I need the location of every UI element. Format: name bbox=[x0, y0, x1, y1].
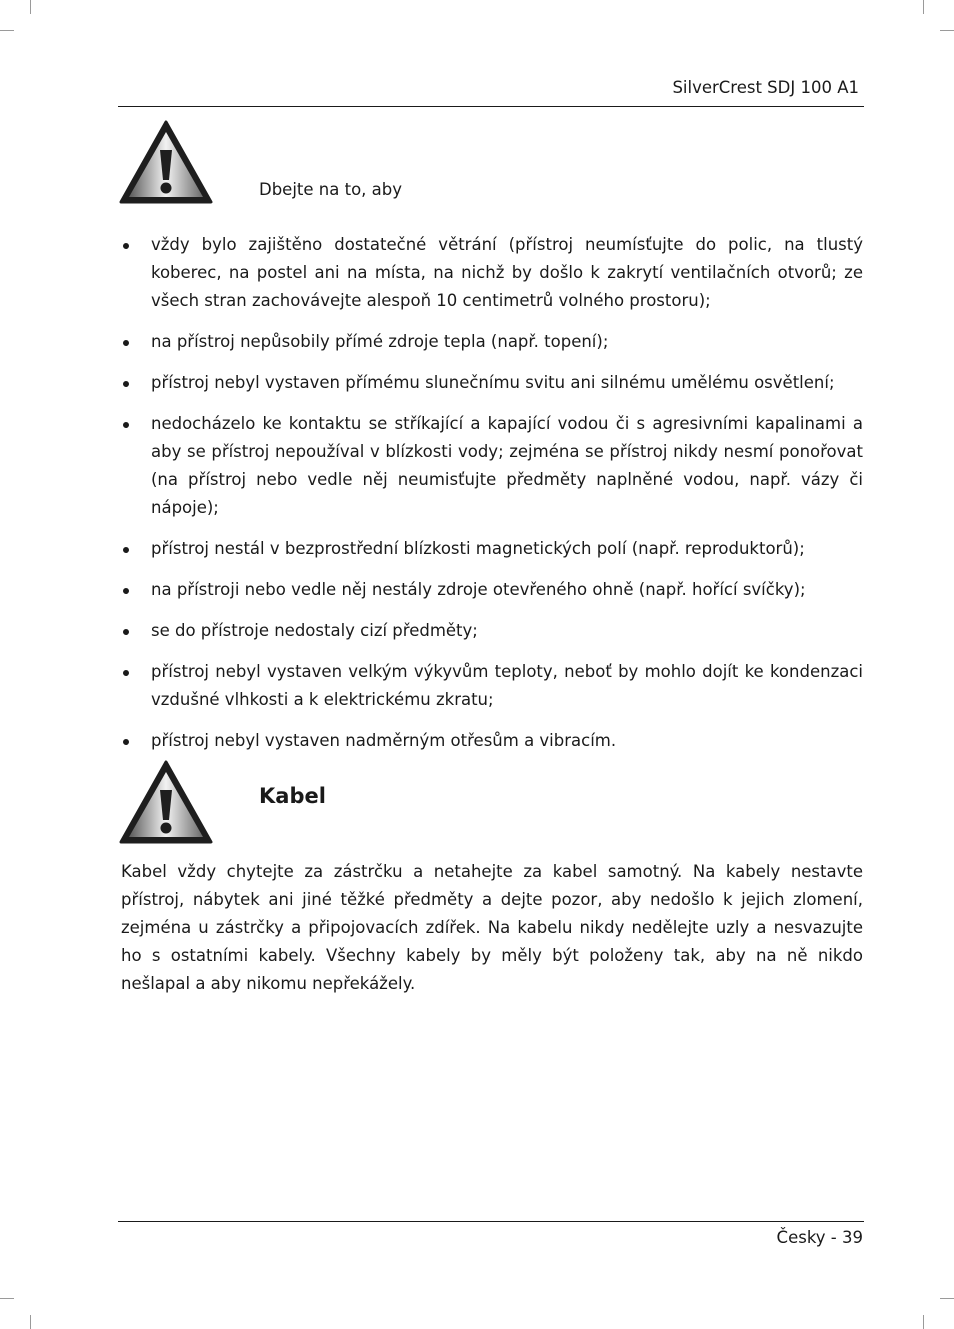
warning-intro: Dbejte na to, aby bbox=[259, 180, 402, 199]
list-item bbox=[121, 328, 863, 356]
warning-list bbox=[121, 231, 863, 768]
list-item bbox=[121, 658, 863, 714]
warning-triangle-icon bbox=[119, 120, 213, 204]
warning-triangle-icon bbox=[119, 760, 213, 844]
list-item-text: se do přístroje nedostaly cizí předměty; bbox=[151, 621, 478, 640]
crop-mark bbox=[0, 30, 14, 31]
crop-mark bbox=[30, 1315, 31, 1329]
list-item bbox=[121, 410, 863, 522]
section-heading: Kabel bbox=[259, 784, 326, 808]
list-item-text: nedocházelo ke kontaktu se stříkající a kapající vodou či s agresivními kapalinami a aby se přístroj nepoužíval v blízkosti vody; zejména se přístroj nikdy nesmí ponořovat (na přístroj nebo vedle něj neumisťujte předměty naplněné vodou, např. vázy či nápoje); bbox=[151, 414, 863, 517]
list-item bbox=[121, 231, 863, 315]
crop-mark bbox=[940, 1298, 954, 1299]
page-footer-label: Česky - 39 bbox=[776, 1228, 863, 1247]
bullet-icon bbox=[123, 629, 129, 635]
bullet-icon bbox=[123, 588, 129, 594]
list-item-text: na přístroj nepůsobily přímé zdroje tepla (např. topení); bbox=[151, 332, 609, 351]
list-item-text: vždy bylo zajištěno dostatečné větrání (přístroj neumísťujte do polic, na tlustý koberec, na postel ani na místa, na nichž by došlo k zakrytí ventilačních otvorů; ze všech stran zachovávejte alespoň 10 centimetrů volného prostoru); bbox=[151, 235, 863, 310]
bullet-icon bbox=[123, 381, 129, 387]
crop-mark bbox=[923, 1315, 924, 1329]
list-item-text: přístroj nestál v bezprostřední blízkosti magnetických polí (např. reproduktorů); bbox=[151, 539, 805, 558]
list-item bbox=[121, 617, 863, 645]
header-rule bbox=[118, 106, 864, 107]
list-item bbox=[121, 576, 863, 604]
crop-mark bbox=[923, 0, 924, 14]
bullet-icon bbox=[123, 670, 129, 676]
bullet-icon bbox=[123, 547, 129, 553]
page-header-title: SilverCrest SDJ 100 A1 bbox=[672, 78, 859, 97]
bullet-icon bbox=[123, 739, 129, 745]
bullet-icon bbox=[123, 422, 129, 428]
list-item bbox=[121, 369, 863, 397]
list-item-text: přístroj nebyl vystaven přímému slunečnímu svitu ani silnému umělému osvětlení; bbox=[151, 373, 835, 392]
list-item bbox=[121, 727, 863, 755]
bullet-icon bbox=[123, 243, 129, 249]
bullet-icon bbox=[123, 340, 129, 346]
list-item-text: na přístroji nebo vedle něj nestály zdroje otevřeného ohně (např. hořící svíčky); bbox=[151, 580, 806, 599]
footer-rule bbox=[118, 1221, 864, 1222]
list-item-text: přístroj nebyl vystaven nadměrným otřesům a vibracím. bbox=[151, 731, 617, 750]
crop-mark bbox=[0, 1298, 14, 1299]
crop-mark bbox=[940, 30, 954, 31]
list-item-text: přístroj nebyl vystaven velkým výkyvům teploty, neboť by mohlo dojít ke kondenzaci vzdušné vlhkosti a k elektrickému zkratu; bbox=[151, 662, 863, 709]
crop-mark bbox=[30, 0, 31, 14]
kabel-paragraph: Kabel vždy chytejte za zástrčku a netahejte za kabel samotný. Na kabely nestavte přístroj, nábytek ani jiné těžké předměty a dejte pozor, aby nedošlo k jejich zlomení, zejména u zástrčky a připojovacích zdířek. Na kabelu nikdy nedělejte uzly a nesvazujte ho s ostatními kabely. Všechny kabely by měly být položeny tak, aby na ně nikdo nešlapal a aby nikomu nepřekážely. bbox=[121, 862, 863, 993]
list-item bbox=[121, 535, 863, 563]
